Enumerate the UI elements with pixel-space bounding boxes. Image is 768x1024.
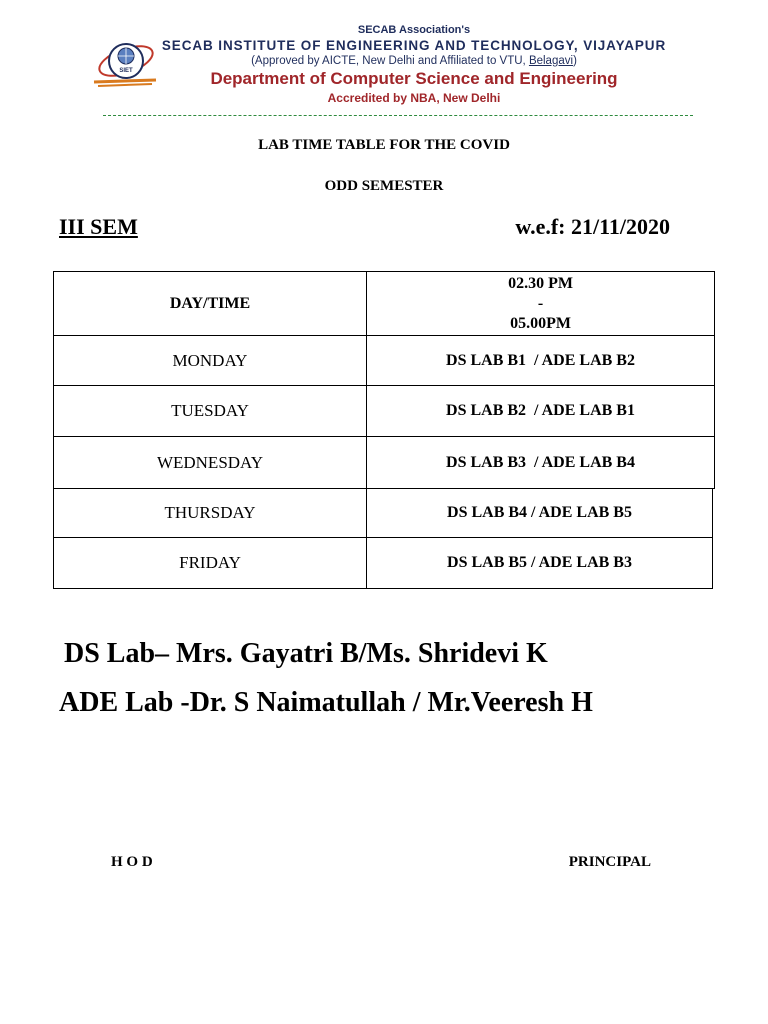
semester-type: ODD SEMESTER <box>324 178 444 194</box>
lab-cell: DS LAB B2 / ADE LAB B1 <box>446 402 635 419</box>
ds-lab-faculty: DS Lab– Mrs. Gayatri B/Ms. Shridevi K <box>64 638 548 669</box>
ade-lab-faculty: ADE Lab -Dr. S Naimatullah / Mr.Veeresh H <box>59 687 593 718</box>
page-title: LAB TIME TABLE FOR THE COVID <box>258 137 510 153</box>
effective-date: w.e.f: 21/11/2020 <box>515 214 670 239</box>
table-row <box>53 488 713 538</box>
lab-cell: DS LAB B5 / ADE LAB B3 <box>447 554 632 571</box>
time-separator: - <box>537 294 544 312</box>
time-start: 02.30 PM <box>508 274 573 292</box>
lab-cell: DS LAB B3 / ADE LAB B4 <box>446 453 635 471</box>
accreditation-line: Accredited by NBA, New Delhi <box>327 91 501 105</box>
table-row <box>53 335 715 386</box>
principal-signature-label: PRINCIPAL <box>568 854 651 870</box>
approval-place: Belagavi <box>528 55 574 67</box>
lab-cell: DS LAB B1 / ADE LAB B2 <box>446 351 635 369</box>
letterhead-divider <box>103 115 693 116</box>
svg-text:SIET: SIET <box>119 68 133 74</box>
table-row <box>53 436 715 489</box>
day-cell: WEDNESDAY <box>54 437 367 488</box>
lab-cell: DS LAB B4 / ADE LAB B5 <box>447 504 632 521</box>
day-cell: MONDAY <box>54 336 367 385</box>
institute-name: SECAB INSTITUTE OF ENGINEERING AND TECHNOLOGY, VIJAYAPUR <box>161 38 667 53</box>
header-time-slot <box>367 272 714 335</box>
table-row <box>53 385 715 437</box>
day-cell: THURSDAY <box>54 489 367 537</box>
association-name: SECAB Association's <box>357 24 471 36</box>
semester-label: III SEM <box>59 214 138 239</box>
approval-close: ) <box>573 55 577 67</box>
header-day-time: DAY/TIME <box>54 272 367 335</box>
table-header-row <box>53 271 715 336</box>
approval-line <box>160 55 668 67</box>
department-name: Department of Computer Science and Engineering <box>210 69 618 88</box>
approval-text: (Approved by AICTE, New Delhi and Affiliated to VTU, <box>251 55 529 67</box>
institute-logo-icon <box>90 34 164 90</box>
table-row <box>53 537 713 589</box>
day-cell: TUESDAY <box>54 386 367 436</box>
time-end: 05.00PM <box>510 314 571 332</box>
hod-signature-label: H O D <box>111 854 153 870</box>
day-cell: FRIDAY <box>54 538 367 588</box>
